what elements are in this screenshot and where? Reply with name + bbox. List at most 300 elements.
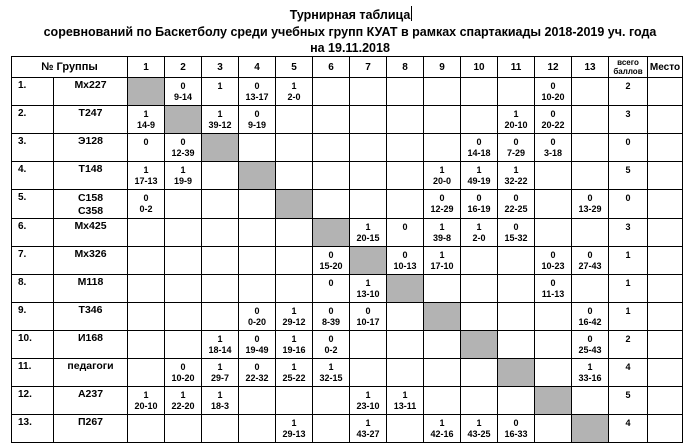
diagonal-cell <box>202 134 239 162</box>
result-cell <box>165 275 202 303</box>
result-cell <box>572 359 609 387</box>
result-score: 20-22 <box>541 120 565 130</box>
result-cell <box>165 219 202 247</box>
result-cell <box>350 359 387 387</box>
result-score: 22-20 <box>171 401 195 411</box>
result-score: 22-25 <box>504 204 528 214</box>
result-score: 29-7 <box>210 373 229 383</box>
diagonal-cell <box>165 106 202 134</box>
result-score: 15-20 <box>319 261 343 271</box>
result-cell <box>498 162 535 190</box>
result-cell <box>498 190 535 219</box>
result-cell <box>202 78 239 106</box>
result-cell <box>313 190 350 219</box>
row-place <box>648 387 683 415</box>
table-row <box>12 134 683 162</box>
result-cell <box>239 134 276 162</box>
result-cell <box>165 387 202 415</box>
result-score: 22-32 <box>245 373 269 383</box>
result-cell <box>461 247 498 275</box>
result-cell <box>498 331 535 359</box>
result-cell <box>313 106 350 134</box>
group-name: Мх425 <box>74 220 107 232</box>
result-cell <box>239 331 276 359</box>
result-cell <box>165 190 202 219</box>
result-cell <box>535 247 572 275</box>
diagonal-cell <box>424 303 461 331</box>
row-place <box>648 247 683 275</box>
result-cell <box>535 190 572 219</box>
result-cell <box>535 219 572 247</box>
header-col-11: 11 <box>498 57 535 78</box>
row-place <box>648 106 683 134</box>
result-cell <box>424 134 461 162</box>
result-cell <box>387 247 424 275</box>
result-score: 13-17 <box>245 92 269 102</box>
row-number: 3. <box>12 134 54 162</box>
group-name: С158 <box>77 192 104 204</box>
result-cell <box>165 359 202 387</box>
result-cell <box>276 219 313 247</box>
group-name: П267 <box>77 416 104 428</box>
header-total-line2: баллов <box>613 67 643 76</box>
result-points: 1 <box>291 418 297 428</box>
result-points: 1 <box>513 109 519 119</box>
row-total: 3 <box>609 106 648 134</box>
row-place <box>648 415 683 443</box>
result-cell <box>313 134 350 162</box>
result-score: 8-39 <box>321 317 340 327</box>
result-cell <box>202 162 239 190</box>
result-points: 0 <box>180 81 186 91</box>
row-number: 10. <box>12 331 54 359</box>
header-total <box>609 57 648 78</box>
result-score: 16-33 <box>504 429 528 439</box>
diagonal-cell <box>572 415 609 443</box>
result-points: 1 <box>365 418 371 428</box>
result-score: 32-22 <box>504 176 528 186</box>
row-number: 12. <box>12 387 54 415</box>
result-points: 1 <box>476 165 482 175</box>
result-points: 1 <box>143 109 149 119</box>
result-points: 1 <box>217 81 223 91</box>
result-points: 0 <box>513 222 519 232</box>
page-date: на 19.11.2018 <box>310 41 390 55</box>
row-total: 0 <box>609 190 648 219</box>
row-group <box>54 190 128 219</box>
result-score: 39-8 <box>432 233 451 243</box>
row-place <box>648 359 683 387</box>
result-cell <box>424 275 461 303</box>
header-col-1: 1 <box>128 57 165 78</box>
result-cell <box>387 190 424 219</box>
row-number: 13. <box>12 415 54 443</box>
result-cell <box>461 78 498 106</box>
table-body <box>12 57 683 443</box>
result-points: 0 <box>587 193 593 203</box>
result-points: 1 <box>217 334 223 344</box>
result-cell <box>461 134 498 162</box>
result-points: 0 <box>254 306 260 316</box>
result-points: 0 <box>180 137 186 147</box>
row-number: 6. <box>12 219 54 247</box>
row-total: 2 <box>609 331 648 359</box>
result-points: 0 <box>328 250 334 260</box>
row-place <box>648 219 683 247</box>
result-points: 1 <box>143 390 149 400</box>
result-score: 2-0 <box>287 92 301 102</box>
result-cell <box>128 190 165 219</box>
result-cell <box>128 106 165 134</box>
row-group <box>54 219 128 247</box>
header-col-4: 4 <box>239 57 276 78</box>
result-points: 0 <box>328 278 334 288</box>
result-score: 20-10 <box>504 120 528 130</box>
result-points: 0 <box>143 193 149 203</box>
result-cell <box>276 415 313 443</box>
result-cell <box>572 190 609 219</box>
result-cell <box>239 106 276 134</box>
result-score: 10-23 <box>541 261 565 271</box>
result-points: 0 <box>402 222 408 232</box>
result-cell <box>350 134 387 162</box>
header-col-12: 12 <box>535 57 572 78</box>
result-cell <box>239 78 276 106</box>
result-cell <box>202 415 239 443</box>
result-cell <box>424 106 461 134</box>
result-cell <box>387 415 424 443</box>
result-cell <box>498 387 535 415</box>
result-score: 12-39 <box>171 148 195 158</box>
result-cell <box>424 331 461 359</box>
result-points: 0 <box>476 193 482 203</box>
result-points: 1 <box>217 109 223 119</box>
page-title: Турнирная таблица <box>289 8 411 22</box>
result-cell <box>276 162 313 190</box>
result-points: 0 <box>476 137 482 147</box>
result-cell <box>461 387 498 415</box>
result-cell <box>202 190 239 219</box>
row-total: 2 <box>609 78 648 106</box>
result-score: 11-13 <box>541 289 565 299</box>
result-cell <box>387 359 424 387</box>
header-col-9: 9 <box>424 57 461 78</box>
row-place <box>648 190 683 219</box>
result-score: 29-12 <box>282 317 306 327</box>
result-cell <box>313 415 350 443</box>
result-cell <box>387 387 424 415</box>
result-cell <box>350 106 387 134</box>
result-cell <box>350 387 387 415</box>
group-name: педагоги <box>67 360 114 372</box>
result-cell <box>239 387 276 415</box>
result-points: 0 <box>402 250 408 260</box>
row-group <box>54 303 128 331</box>
result-cell <box>276 387 313 415</box>
result-points: 1 <box>513 165 519 175</box>
diagonal-cell <box>239 162 276 190</box>
header-col-6: 6 <box>313 57 350 78</box>
result-cell <box>128 303 165 331</box>
result-points: 0 <box>550 250 556 260</box>
result-cell <box>313 247 350 275</box>
header-col-13: 13 <box>572 57 609 78</box>
group-name: М118 <box>77 276 104 288</box>
result-points: 1 <box>587 362 593 372</box>
result-points: 0 <box>587 306 593 316</box>
result-points: 1 <box>365 390 371 400</box>
header-col-5: 5 <box>276 57 313 78</box>
row-place <box>648 275 683 303</box>
header-col-8: 8 <box>387 57 424 78</box>
result-score: 10-17 <box>356 317 380 327</box>
header-total-line1: всего <box>617 58 639 67</box>
result-score: 12-29 <box>430 204 454 214</box>
row-total: 1 <box>609 275 648 303</box>
result-cell <box>535 415 572 443</box>
result-cell <box>165 78 202 106</box>
table-row <box>12 387 683 415</box>
result-cell <box>572 162 609 190</box>
result-cell <box>350 415 387 443</box>
header-col-3: 3 <box>202 57 239 78</box>
result-points: 0 <box>513 137 519 147</box>
row-place <box>648 303 683 331</box>
result-score: 16-19 <box>467 204 491 214</box>
result-cell <box>424 247 461 275</box>
result-score: 14-9 <box>136 120 155 130</box>
result-cell <box>498 106 535 134</box>
result-cell <box>461 275 498 303</box>
table-row <box>12 275 683 303</box>
result-points: 1 <box>439 250 445 260</box>
diagonal-cell <box>313 219 350 247</box>
result-cell <box>239 415 276 443</box>
row-place <box>648 134 683 162</box>
result-points: 0 <box>587 334 593 344</box>
result-cell <box>276 247 313 275</box>
group-name: С358 <box>77 205 104 217</box>
group-name: Мх227 <box>74 79 107 91</box>
result-points: 0 <box>365 306 371 316</box>
row-number: 8. <box>12 275 54 303</box>
result-cell <box>128 247 165 275</box>
result-score: 10-20 <box>541 92 565 102</box>
result-cell <box>387 134 424 162</box>
result-points: 0 <box>254 334 260 344</box>
result-points: 0 <box>328 334 334 344</box>
result-points: 0 <box>587 250 593 260</box>
result-cell <box>572 331 609 359</box>
result-cell <box>202 275 239 303</box>
result-points: 1 <box>291 334 297 344</box>
result-cell <box>202 359 239 387</box>
result-score: 49-19 <box>467 176 491 186</box>
result-points: 1 <box>476 222 482 232</box>
result-points: 1 <box>291 81 297 91</box>
result-points: 0 <box>439 193 445 203</box>
result-cell <box>313 303 350 331</box>
result-cell <box>202 219 239 247</box>
result-cell <box>239 359 276 387</box>
result-cell <box>572 219 609 247</box>
result-cell <box>387 162 424 190</box>
result-cell <box>128 134 165 162</box>
result-cell <box>165 162 202 190</box>
result-cell <box>461 415 498 443</box>
result-cell <box>461 359 498 387</box>
row-group <box>54 331 128 359</box>
result-cell <box>572 387 609 415</box>
header-row <box>12 57 683 78</box>
result-points: 1 <box>328 362 334 372</box>
result-score: 10-13 <box>393 261 417 271</box>
row-number: 5. <box>12 190 54 219</box>
result-points: 1 <box>217 362 223 372</box>
row-group <box>54 78 128 106</box>
result-cell <box>276 78 313 106</box>
result-cell <box>350 303 387 331</box>
table-row <box>12 162 683 190</box>
result-score: 13-29 <box>578 204 602 214</box>
result-score: 19-16 <box>282 345 306 355</box>
row-total: 1 <box>609 247 648 275</box>
result-score: 7-29 <box>506 148 525 158</box>
result-cell <box>128 331 165 359</box>
result-cell <box>202 106 239 134</box>
result-cell <box>276 275 313 303</box>
result-score: 19-49 <box>245 345 269 355</box>
result-cell <box>313 331 350 359</box>
diagonal-cell <box>128 78 165 106</box>
result-cell <box>535 275 572 303</box>
result-score: 32-15 <box>319 373 343 383</box>
result-points: 1 <box>291 362 297 372</box>
result-cell <box>498 415 535 443</box>
result-cell <box>313 387 350 415</box>
group-name: А237 <box>77 388 104 400</box>
result-points: 1 <box>180 390 186 400</box>
result-points: 0 <box>550 81 556 91</box>
result-cell <box>202 303 239 331</box>
result-score: 25-43 <box>578 345 602 355</box>
result-points: 1 <box>439 165 445 175</box>
result-cell <box>239 303 276 331</box>
result-points: 1 <box>291 306 297 316</box>
header-col-2: 2 <box>165 57 202 78</box>
result-cell <box>461 190 498 219</box>
result-cell <box>424 387 461 415</box>
result-cell <box>165 303 202 331</box>
result-points: 1 <box>365 222 371 232</box>
row-group <box>54 106 128 134</box>
result-cell <box>535 331 572 359</box>
result-cell <box>498 78 535 106</box>
result-cell <box>202 387 239 415</box>
row-place <box>648 162 683 190</box>
table-row <box>12 359 683 387</box>
result-cell <box>535 359 572 387</box>
result-cell <box>498 303 535 331</box>
result-score: 18-3 <box>210 401 229 411</box>
row-group <box>54 359 128 387</box>
result-cell <box>202 247 239 275</box>
row-number: 4. <box>12 162 54 190</box>
result-cell <box>350 190 387 219</box>
result-cell <box>461 162 498 190</box>
result-cell <box>461 106 498 134</box>
result-points: 0 <box>550 137 556 147</box>
result-cell <box>461 303 498 331</box>
result-cell <box>276 303 313 331</box>
result-score: 14-18 <box>467 148 491 158</box>
result-points: 1 <box>439 222 445 232</box>
result-cell <box>165 134 202 162</box>
result-cell <box>239 190 276 219</box>
result-cell <box>498 219 535 247</box>
result-cell <box>424 415 461 443</box>
result-score: 15-32 <box>504 233 528 243</box>
diagonal-cell <box>498 359 535 387</box>
result-cell <box>498 134 535 162</box>
row-group <box>54 134 128 162</box>
result-cell <box>498 275 535 303</box>
result-score: 0-2 <box>139 204 153 214</box>
result-cell <box>424 78 461 106</box>
result-cell <box>128 275 165 303</box>
result-cell <box>572 134 609 162</box>
diagonal-cell <box>535 387 572 415</box>
result-cell <box>387 331 424 359</box>
header-col-7: 7 <box>350 57 387 78</box>
result-points: 0 <box>180 362 186 372</box>
result-cell <box>313 78 350 106</box>
result-cell <box>313 162 350 190</box>
result-score: 0-20 <box>247 317 266 327</box>
result-score: 19-9 <box>173 176 192 186</box>
result-cell <box>276 106 313 134</box>
table-row <box>12 219 683 247</box>
result-cell <box>165 331 202 359</box>
result-cell <box>387 219 424 247</box>
row-total: 4 <box>609 359 648 387</box>
result-cell <box>276 359 313 387</box>
result-cell <box>424 219 461 247</box>
result-cell <box>239 247 276 275</box>
group-name: Мх326 <box>74 248 107 260</box>
page-subtitle: соревнований по Баскетболу среди учебных групп КУАТ в рамках спартакиады 2018-2019 уч. года <box>43 25 657 39</box>
result-score: 20-15 <box>356 233 380 243</box>
result-cell <box>128 415 165 443</box>
result-cell <box>572 275 609 303</box>
result-cell <box>387 106 424 134</box>
group-name: Т346 <box>78 304 103 316</box>
result-cell <box>313 275 350 303</box>
group-name: И168 <box>77 332 104 344</box>
result-cell <box>498 247 535 275</box>
table-row <box>12 106 683 134</box>
row-total: 1 <box>609 303 648 331</box>
diagonal-cell <box>350 247 387 275</box>
result-score: 43-27 <box>356 429 380 439</box>
result-cell <box>276 134 313 162</box>
result-score: 16-42 <box>578 317 602 327</box>
result-score: 9-14 <box>173 92 192 102</box>
result-score: 20-0 <box>432 176 451 186</box>
group-name: Т148 <box>78 163 103 175</box>
row-place <box>648 78 683 106</box>
row-total: 4 <box>609 415 648 443</box>
